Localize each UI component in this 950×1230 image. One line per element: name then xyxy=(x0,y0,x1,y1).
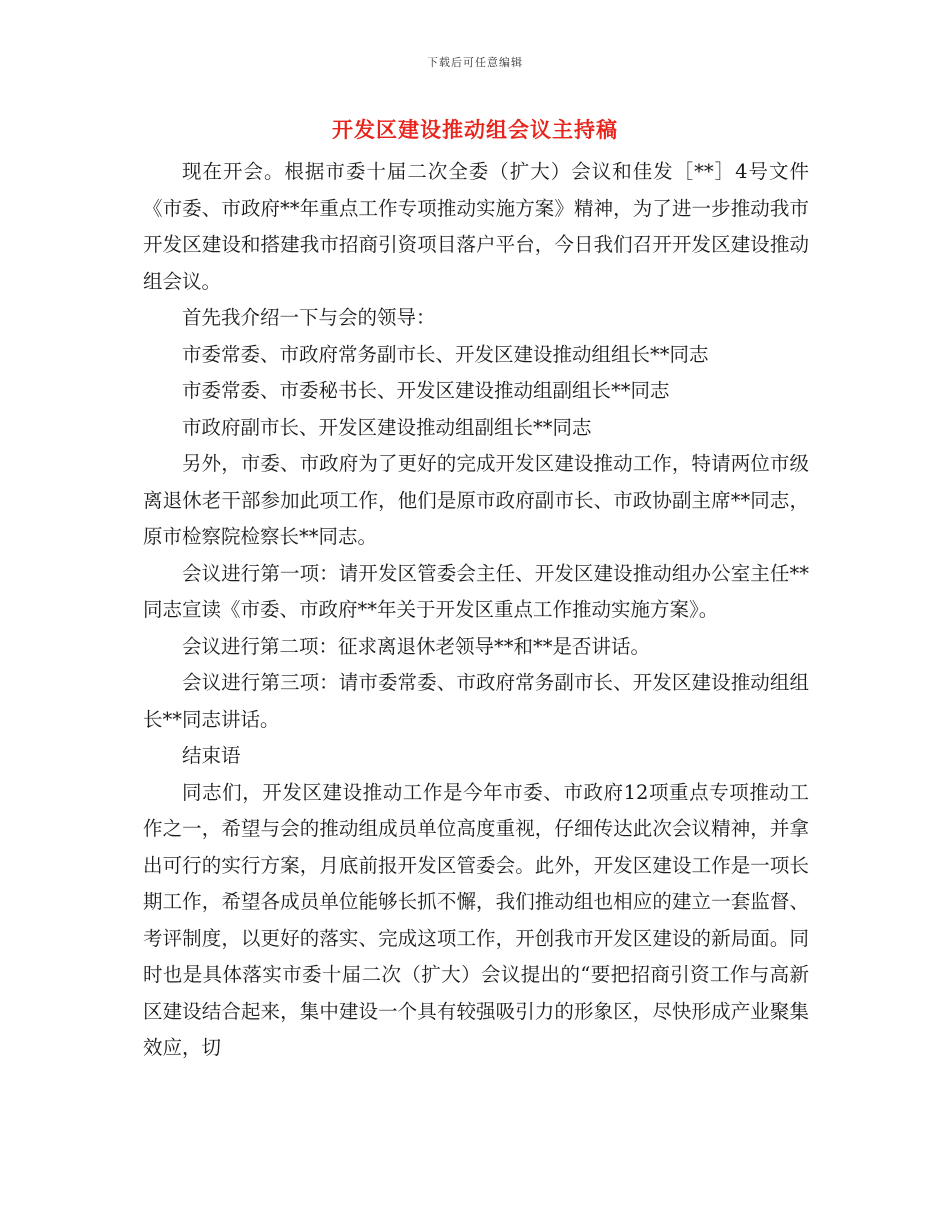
paragraph-leader-1: 市委常委、市政府常务副市长、开发区建设推动组组长**同志 xyxy=(182,342,709,366)
paragraph-agenda-item-1: 会议进行第一项：请开发区管委会主任、开发区建设推动组办公室主任**同志宣读《市委、市政府**年关于开发区重点工作推动实施方案》。 xyxy=(143,561,809,621)
paragraph-closing-heading: 结束语 xyxy=(182,744,241,767)
paragraph-retired-cadres: 另外，市委、市政府为了更好的完成开发区建设推动工作，特请两位市级离退休老干部参加此项工作，他们是原市政府副市长、市政协副主席**同志，原市检察院检察长**同志。 xyxy=(143,452,809,548)
document-body xyxy=(143,154,809,1067)
paragraph-closing-remarks: 同志们，开发区建设推动工作是今年市委、市政府12项重点专项推动工作之一，希望与会的推动组成员单位高度重视，仔细传达此次会议精神，并拿出可行的实行方案，月底前报开发区管委会。此外，开发区建设工作是一项长期工作，希望各成员单位能够长抓不懈，我们推动组也相应的建立一套监督、考评制度，以更好的落实、完成这项工作，开创我市开发区建设的新局面。同时也是具体落实市委十届二次（扩大）会议提出的“要把招商引资工作与高新区建设结合起来，集中建设一个具有较强吸引力的形象区，尽快形成产业聚集效应，切 xyxy=(143,780,809,1059)
paragraph-agenda-item-3: 会议进行第三项：请市委常委、市政府常务副市长、开发区建设推动组组长**同志讲话。 xyxy=(143,671,809,731)
paragraph-opening: 现在开会。根据市委十届二次全委（扩大）会议和佳发［**］4号文件《市委、市政府**年重点工作专项推动实施方案》精神，为了进一步推动我市开发区建设和搭建我市招商引资项目落户平台，今日我们召开开发区建设推动组会议。 xyxy=(143,160,809,293)
header-note: 下载后可任意编辑 xyxy=(427,56,523,69)
paragraph-introduce-leaders: 首先我介绍一下与会的领导： xyxy=(182,306,436,329)
paragraph-leader-3: 市政府副市长、开发区建设推动组副组长**同志 xyxy=(182,415,592,439)
document-title: 开发区建设推动组会议主持稿 xyxy=(332,117,618,142)
paragraph-leader-2: 市委常委、市委秘书长、开发区建设推动组副组长**同志 xyxy=(182,379,670,402)
paragraph-agenda-item-2: 会议进行第二项：征求离退休老领导**和**是否讲话。 xyxy=(182,634,651,658)
